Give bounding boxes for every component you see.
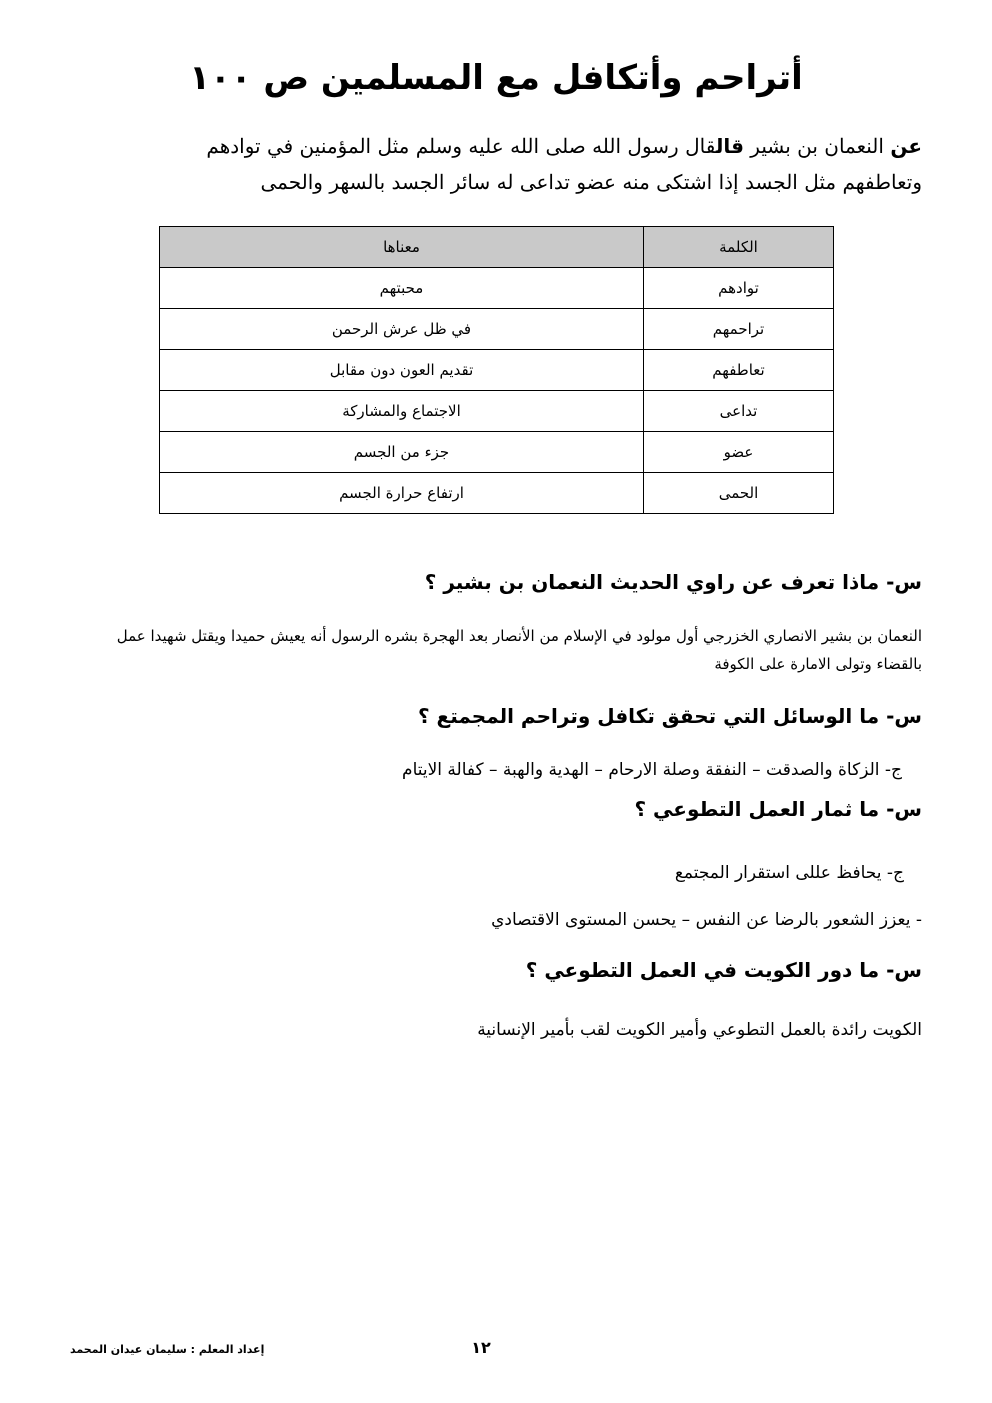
answer-2: ج- الزكاة والصدقت – النفقة وصلة الارحام – الهدية والهبة – كفالة الايتام xyxy=(402,760,902,780)
cell-meaning: تقديم العون دون مقابل xyxy=(160,350,644,391)
question-1: س- ماذا تعرف عن راوي الحديث النعمان بن بشير ؟ xyxy=(424,570,922,594)
header-meaning: معناها xyxy=(160,227,644,268)
cell-meaning: في ظل عرش الرحمن xyxy=(160,309,644,350)
answer-3-line-2: - يعزز الشعور بالرضا عن النفس – يحسن المستوى الاقتصادي xyxy=(491,910,922,930)
hadith-qal: قال xyxy=(715,134,744,158)
table-row xyxy=(160,309,834,350)
question-2: س- ما الوسائل التي تحقق تكافل وتراحم المجمتع ؟ xyxy=(417,704,922,728)
cell-word: تراحمهم xyxy=(644,309,834,350)
page-number: ١٢ xyxy=(471,1338,491,1357)
table-header-row xyxy=(160,227,834,268)
answer-3-line-1: ج- يحافظ عللى استقرار المجتمع xyxy=(674,863,904,883)
table-row xyxy=(160,473,834,514)
cell-word: تداعى xyxy=(644,391,834,432)
question-3: س- ما ثمار العمل التطوعي ؟ xyxy=(634,797,922,821)
cell-meaning: ارتفاع حرارة الجسم xyxy=(160,473,644,514)
page-title: أتراحم وأتكافل مع المسلمين ص ١٠٠ xyxy=(189,58,803,98)
hadith-lead: عن xyxy=(890,134,922,158)
cell-meaning: الاجتماع والمشاركة xyxy=(160,391,644,432)
hadith-narrator: النعمان بن بشير xyxy=(743,134,891,158)
table-row xyxy=(160,350,834,391)
question-4: س- ما دور الكويت في العمل التطوعي ؟ xyxy=(525,958,922,982)
cell-word: عضو xyxy=(644,432,834,473)
cell-word: الحمى xyxy=(644,473,834,514)
vocabulary-table xyxy=(159,226,834,514)
table-row xyxy=(160,432,834,473)
cell-meaning: محبتهم xyxy=(160,268,644,309)
hadith-body: قال رسول الله صلى الله عليه وسلم مثل المؤمنين في توادهم وتعاطفهم مثل الجسد إذا اشتكى منه عضو تداعى له سائر الجسد بالسهر والحمى xyxy=(206,134,922,194)
author-credit: إعداد المعلم : سليمان عيدان المحمد xyxy=(70,1343,265,1356)
cell-word: تعاطفهم xyxy=(644,350,834,391)
answer-1: النعمان بن بشير الانصاري الخزرجي أول مولود في الإسلام من الأنصار بعد الهجرة بشره الرسول أنه يعيش حميدا ويقتل شهيدا عمل بالقضاء وتولى الامارة على الكوفة xyxy=(116,627,922,673)
table-row xyxy=(160,391,834,432)
hadith-text xyxy=(122,128,922,200)
answer-4: الكويت رائدة بالعمل التطوعي وأمير الكويت لقب بأمير الإنسانية xyxy=(477,1020,922,1040)
cell-word: توادهم xyxy=(644,268,834,309)
header-word: الكلمة xyxy=(644,227,834,268)
cell-meaning: جزء من الجسم xyxy=(160,432,644,473)
table-row xyxy=(160,268,834,309)
